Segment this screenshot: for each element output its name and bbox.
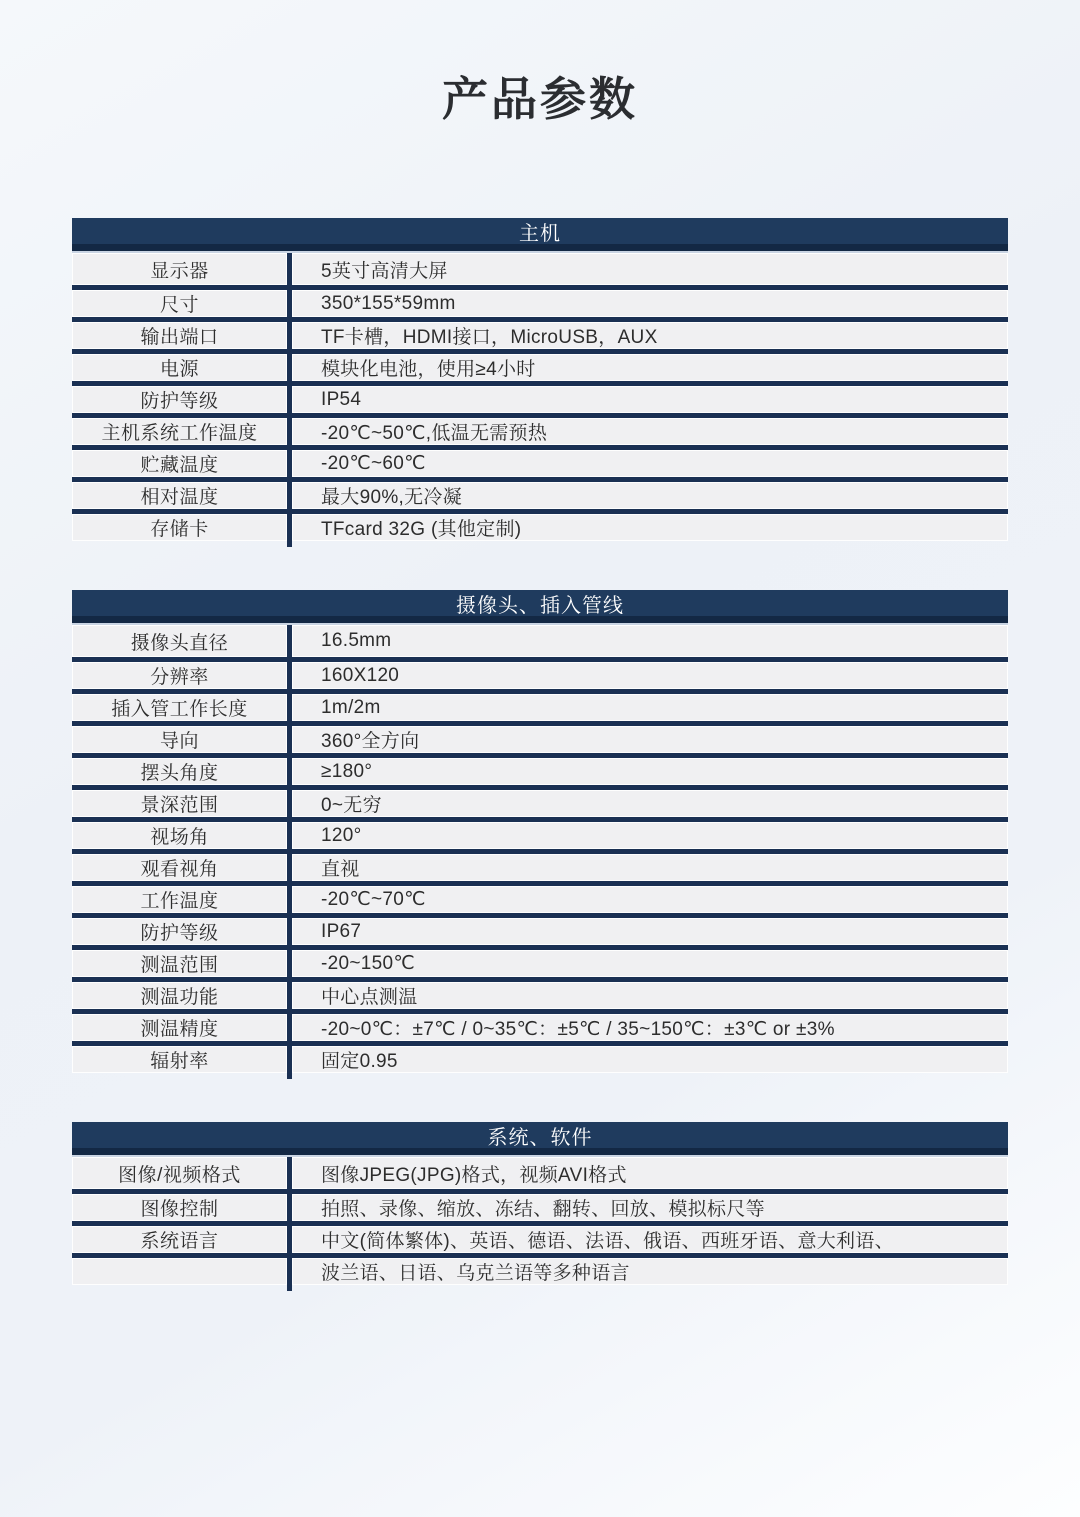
table-header-label: 系统、软件 [487, 1126, 593, 1149]
spec-label: 视场角 [72, 822, 287, 849]
spec-value: IP67 [292, 918, 1008, 945]
spec-value: 图像JPEG(JPG)格式，视频AVI格式 [292, 1157, 1008, 1189]
table-row [72, 413, 1008, 445]
spec-value: 拍照、录像、缩放、冻结、翻转、回放、模拟标尺等 [292, 1194, 1008, 1221]
table-row [72, 785, 1008, 817]
spec-value: ≥180° [292, 758, 1008, 785]
spec-label: 工作温度 [72, 886, 287, 913]
spec-label: 辐射率 [72, 1046, 287, 1073]
table-row [72, 977, 1008, 1009]
table-header-label: 主机 [519, 222, 561, 245]
table-row [72, 1157, 1008, 1189]
spec-value: 350*155*59mm [292, 290, 1008, 317]
spec-label: 防护等级 [72, 386, 287, 413]
spec-value: TFcard 32G (其他定制) [292, 514, 1008, 541]
spec-label: 测温范围 [72, 950, 287, 977]
table-header-label: 摄像头、插入管线 [456, 594, 624, 617]
spec-value: 中心点测温 [292, 982, 1008, 1009]
spec-value: -20℃~60℃ [292, 450, 1008, 477]
spec-value: 最大90%,无冷凝 [292, 482, 1008, 509]
spec-label: 显示器 [72, 253, 287, 285]
table-row [72, 285, 1008, 317]
spec-value: 模块化电池，使用≥4小时 [292, 354, 1008, 381]
table-row [72, 849, 1008, 881]
spec-value: -20℃~70℃ [292, 886, 1008, 913]
table-row [72, 625, 1008, 657]
column-divider-stub [287, 1285, 292, 1291]
table-row [72, 753, 1008, 785]
table-row [72, 881, 1008, 913]
spec-label: 导向 [72, 726, 287, 753]
spec-value: 5英寸高清大屏 [292, 253, 1008, 285]
spec-tables [72, 218, 1008, 1285]
spec-label: 输出端口 [72, 322, 287, 349]
spec-value: 360°全方向 [292, 726, 1008, 753]
table-header [72, 218, 1008, 251]
column-divider-stub [287, 541, 292, 547]
table-row [72, 477, 1008, 509]
spec-label: 插入管工作长度 [72, 694, 287, 721]
spec-value: 1m/2m [292, 694, 1008, 721]
spec-label: 摄像头直径 [72, 625, 287, 657]
spec-value: 16.5mm [292, 625, 1008, 657]
table-row [72, 689, 1008, 721]
spec-value: IP54 [292, 386, 1008, 413]
table-row [72, 1041, 1008, 1073]
spec-label: 系统语言 [72, 1226, 287, 1253]
table-row [72, 349, 1008, 381]
spec-value: -20~150℃ [292, 950, 1008, 977]
column-divider-stub [287, 1073, 292, 1079]
table-row [72, 509, 1008, 541]
table-row [72, 945, 1008, 977]
table-row [72, 317, 1008, 349]
spec-label: 分辨率 [72, 662, 287, 689]
page-title: 产品参数 [442, 73, 638, 125]
spec-label: 尺寸 [72, 290, 287, 317]
spec-label: 摆头角度 [72, 758, 287, 785]
table-header [72, 590, 1008, 623]
spec-label: 观看视角 [72, 854, 287, 881]
spec-value: 固定0.95 [292, 1046, 1008, 1073]
spec-label: 防护等级 [72, 918, 287, 945]
spec-label: 电源 [72, 354, 287, 381]
table-row [72, 657, 1008, 689]
table-row [72, 721, 1008, 753]
table-row [72, 1253, 1008, 1285]
table-rows [72, 1157, 1008, 1285]
table-row [72, 913, 1008, 945]
spec-value: 120° [292, 822, 1008, 849]
spec-value: 中文(简体繁体)、英语、德语、法语、俄语、西班牙语、意大利语、 [292, 1226, 1008, 1253]
spec-value: 波兰语、日语、乌克兰语等多种语言 [292, 1258, 1008, 1285]
spec-label: 测温功能 [72, 982, 287, 1009]
table-row [72, 381, 1008, 413]
spec-table [72, 218, 1008, 541]
spec-label: 景深范围 [72, 790, 287, 817]
table-row [72, 1009, 1008, 1041]
table-header [72, 1122, 1008, 1155]
spec-table [72, 590, 1008, 1073]
spec-value: TF卡槽，HDMI接口，MicroUSB，AUX [292, 322, 1008, 349]
table-row [72, 1189, 1008, 1221]
table-rows [72, 253, 1008, 541]
spec-label: 图像控制 [72, 1194, 287, 1221]
spec-label: 测温精度 [72, 1014, 287, 1041]
table-row [72, 817, 1008, 849]
table-row [72, 1221, 1008, 1253]
spec-label: 存储卡 [72, 514, 287, 541]
spec-value: 160X120 [292, 662, 1008, 689]
spec-value: 0~无穷 [292, 790, 1008, 817]
spec-label: 相对温度 [72, 482, 287, 509]
spec-value: 直视 [292, 854, 1008, 881]
spec-label: 主机系统工作温度 [72, 418, 287, 445]
spec-label: 图像/视频格式 [72, 1157, 287, 1189]
spec-table [72, 1122, 1008, 1285]
table-row [72, 253, 1008, 285]
table-rows [72, 625, 1008, 1073]
spec-value: -20~0℃：±7℃ / 0~35℃：±5℃ / 35~150℃：±3℃ or ±3% [292, 1014, 1008, 1041]
spec-value: -20℃~50℃,低温无需预热 [292, 418, 1008, 445]
spec-label: 贮藏温度 [72, 450, 287, 477]
spec-label [72, 1258, 287, 1285]
table-row [72, 445, 1008, 477]
